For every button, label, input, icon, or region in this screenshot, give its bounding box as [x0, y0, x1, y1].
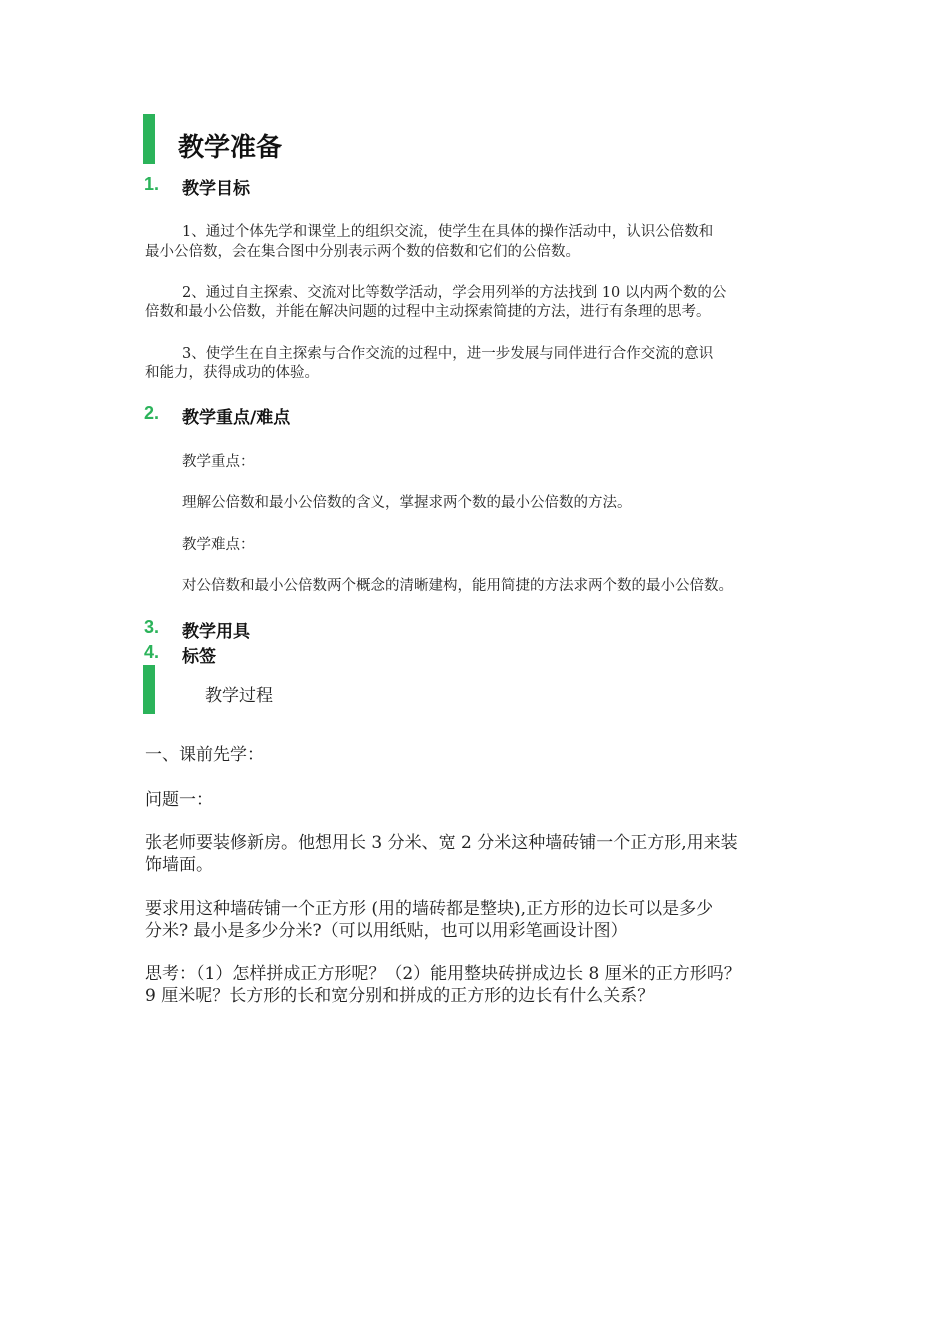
goal-line: 1、通过个体先学和课堂上的组织交流，使学生在具体的操作活动中，认识公倍数和: [182, 224, 714, 240]
question-label: 问题一：: [145, 790, 213, 810]
section-heading: 标签: [182, 647, 216, 667]
paragraph-line: 张老师要装修新房。他想用长 3 分米、宽 2 分米这种墙砖铺一个正方形,用来装: [145, 833, 738, 853]
focus-text: 理解公倍数和最小公倍数的含义，掌握求两个数的最小公倍数的方法。: [182, 495, 632, 511]
goal-line: 3、使学生在自主探索与合作交流的过程中，进一步发展与同伴进行合作交流的意识: [182, 346, 714, 362]
difficulty-text: 对公倍数和最小公倍数两个概念的清晰建构，能用简捷的方法求两个数的最小公倍数。: [182, 578, 733, 594]
difficulty-label: 教学难点：: [182, 537, 255, 553]
focus-label: 教学重点：: [182, 454, 255, 470]
section-number: 2.: [144, 403, 160, 423]
goal-line: 2、通过自主探索、交流对比等数学活动，学会用列举的方法找到 10 以内两个数的公: [182, 285, 727, 301]
goal-line: 倍数和最小公倍数，并能在解决问题的过程中主动探索简捷的方法，进行有条理的思考。: [145, 304, 711, 320]
section-heading: 教学重点/难点: [182, 408, 291, 428]
process-accent-bar: [143, 665, 155, 714]
page-title: 教学准备: [178, 133, 283, 163]
section-heading: 教学目标: [182, 179, 250, 199]
title-accent-bar: [143, 114, 155, 164]
section-number: 3.: [144, 617, 160, 637]
section-number: 4.: [144, 642, 160, 662]
goal-line: 最小公倍数，会在集合图中分别表示两个数的倍数和它们的公倍数。: [145, 244, 580, 260]
section-number: 1.: [144, 174, 160, 194]
section-heading: 教学用具: [182, 622, 250, 642]
paragraph-line: 9 厘米呢？长方形的长和宽分别和拼成的正方形的边长有什么关系？: [145, 986, 655, 1006]
paragraph-line: 饰墙面。: [145, 855, 213, 875]
paragraph-line: 思考：（1）怎样拼成正方形呢？（2）能用整块砖拼成边长 8 厘米的正方形吗？: [145, 964, 741, 984]
paragraph-line: 分米? 最小是多少分米?（可以用纸贴，也可以用彩笔画设计图）: [145, 921, 628, 941]
process-title: 教学过程: [205, 686, 273, 706]
part-heading: 一、课前先学：: [145, 745, 264, 765]
paragraph-line: 要求用这种墙砖铺一个正方形 (用的墙砖都是整块),正方形的边长可以是多少: [145, 899, 714, 919]
goal-line: 和能力，获得成功的体验。: [145, 365, 319, 381]
